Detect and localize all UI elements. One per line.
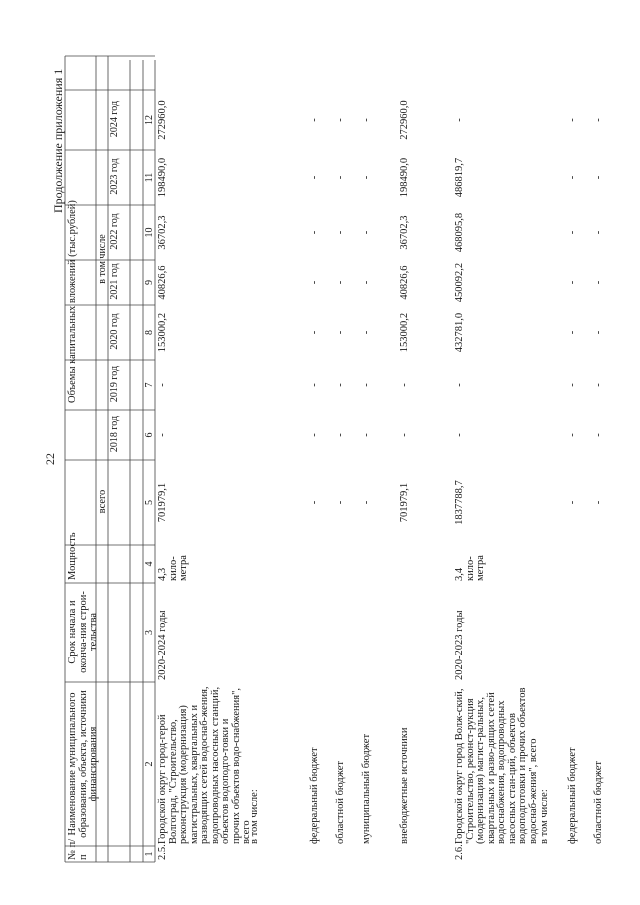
table-cell: - (593, 175, 604, 180)
table-cell: - (593, 118, 604, 122)
table-cell: внебюджетные источники (399, 727, 410, 844)
table-cell: - (593, 433, 604, 437)
table-cell: - (399, 433, 410, 437)
table-cell: 36702,3 (157, 215, 168, 250)
table-cell: - (454, 118, 465, 122)
table-cell: - (361, 330, 372, 335)
table-cell: 198490,0 (157, 157, 168, 198)
table-cell: - (157, 383, 168, 387)
table-cell: 2020-2023 годы (454, 610, 465, 680)
table-cell: 701979,1 (157, 482, 168, 523)
table-cell: - (335, 433, 346, 437)
table-cell: - (454, 383, 465, 387)
page-number: 22 (43, 453, 57, 465)
column-number: 3 (144, 630, 155, 635)
table-cell: - (309, 118, 320, 122)
header-incl: в том числе (97, 234, 108, 284)
table-cell: - (361, 175, 372, 180)
table-cell: - (567, 230, 578, 235)
year-header: 2019 год (109, 365, 120, 403)
table-cell: 40826,6 (157, 265, 168, 300)
table-cell: - (593, 280, 604, 285)
table-cell: федеральный бюджет (567, 747, 578, 844)
year-header: 2020 год (109, 313, 120, 350)
table-cell: 40826,6 (399, 265, 410, 300)
table-cell: - (567, 280, 578, 285)
table-cell: - (309, 433, 320, 437)
table-cell: - (309, 330, 320, 335)
table-cell: - (335, 383, 346, 387)
table-cell: - (361, 383, 372, 387)
table-cell: - (593, 500, 604, 505)
table-cell: - (593, 330, 604, 335)
table-cell: - (593, 230, 604, 235)
table-cell: - (593, 383, 604, 387)
table-cell: 2.6. (454, 844, 465, 860)
table-cell: 153000,2 (157, 312, 168, 353)
table-cell: - (361, 230, 372, 235)
column-number: 8 (144, 330, 155, 335)
table-cell: - (335, 230, 346, 235)
table-cell: - (567, 500, 578, 505)
table-cell: муниципальный бюджет (361, 733, 372, 844)
table-cell: - (454, 433, 465, 437)
year-header: 2023 год (109, 158, 120, 195)
table-cell: - (335, 330, 346, 335)
table-cell: - (567, 433, 578, 437)
table-cell: - (399, 383, 410, 387)
table-cell: 3,4 кило-метра (454, 555, 486, 581)
table-cell: - (309, 230, 320, 235)
header-no: № п/п (67, 838, 89, 860)
column-number: 2 (144, 761, 155, 767)
header-total: всего (97, 489, 108, 514)
table-cell: - (567, 118, 578, 122)
table-cell: - (335, 118, 346, 122)
table-cell: Городской округ город-герой Волгоград, "Строительство, реконструкция (модернизация) магистральных, квартальных и разводящих сетей водоснаб-жения, водопроводных насосных станций, объектов водоподго-товки и прочих объектов водо-снабжения", всего (157, 686, 252, 844)
table-cell: - (309, 500, 320, 505)
table-cell: - (309, 175, 320, 180)
column-number: 11 (144, 172, 155, 183)
table-cell: 1837788,7 (454, 480, 465, 525)
table-cell: областной бюджет (593, 761, 604, 844)
table-cell: в том числе: (249, 789, 260, 844)
column-number: 5 (144, 500, 155, 505)
header-term: Срок начала и оконча-ния строи-тельства (67, 591, 99, 673)
column-number: 7 (144, 382, 155, 388)
table-cell: - (157, 433, 168, 437)
table-cell: 432781,0 (454, 312, 465, 353)
continuation-note: Продолжение приложения 1 (51, 68, 65, 213)
table-cell: - (361, 500, 372, 505)
column-number: 1 (144, 851, 155, 857)
table-cell: - (309, 280, 320, 285)
table-cell: 272960,0 (399, 100, 410, 140)
table-cell: в том числе: (539, 789, 550, 844)
table-cell: 36702,3 (399, 215, 410, 250)
table-cell: - (335, 175, 346, 180)
table-cell: 4,3 кило-метра (157, 555, 189, 581)
table-cell: 272960,0 (157, 100, 168, 140)
table-cell: 2020-2024 годы (157, 610, 168, 680)
table-cell: федеральный бюджет (309, 747, 320, 844)
table-cell: - (567, 383, 578, 387)
header-capacity: Мощность (67, 532, 78, 580)
column-number: 9 (144, 280, 155, 285)
table-cell: Городской округ город Волж-ский, "Строительство, реконст-рукция (модернизация) магист-ральных, квартальных и разво-дящих сетей водоснабжения, водопроводных насосных стан-ций, объектов водоподготовки и прочих объектов водоснаб-жения", всего (454, 687, 539, 844)
column-number: 10 (144, 227, 155, 238)
table-cell: 701979,1 (399, 482, 410, 523)
table-cell: 468095,8 (454, 212, 465, 253)
table-cell: 2.5. (157, 844, 168, 860)
table-cell: - (567, 175, 578, 180)
table-cell: областной бюджет (335, 761, 346, 844)
table-cell: - (361, 118, 372, 122)
table-cell: 486819,7 (454, 157, 465, 198)
column-number: 12 (144, 115, 155, 125)
year-header: 2021 год (109, 263, 120, 300)
table-cell: - (335, 280, 346, 285)
column-number: 6 (144, 432, 155, 438)
table-cell: - (567, 330, 578, 335)
table-cell: - (361, 280, 372, 285)
table-cell: 153000,2 (399, 312, 410, 353)
table-cell: - (309, 383, 320, 387)
table-cell: - (361, 433, 372, 437)
table-cell: 450092,2 (454, 262, 465, 303)
year-header: 2022 год (109, 213, 120, 250)
year-header: 2018 год (109, 415, 120, 453)
year-header: 2024 год (109, 100, 120, 138)
table-cell: 198490,0 (399, 157, 410, 198)
table-cell: - (335, 500, 346, 505)
header-name: Наименование муниципального образования, объекта, источники финансирования (67, 690, 99, 838)
column-number: 4 (144, 561, 155, 567)
header-volume: Объемы капитальных вложений (тыс.рублей) (67, 200, 78, 403)
